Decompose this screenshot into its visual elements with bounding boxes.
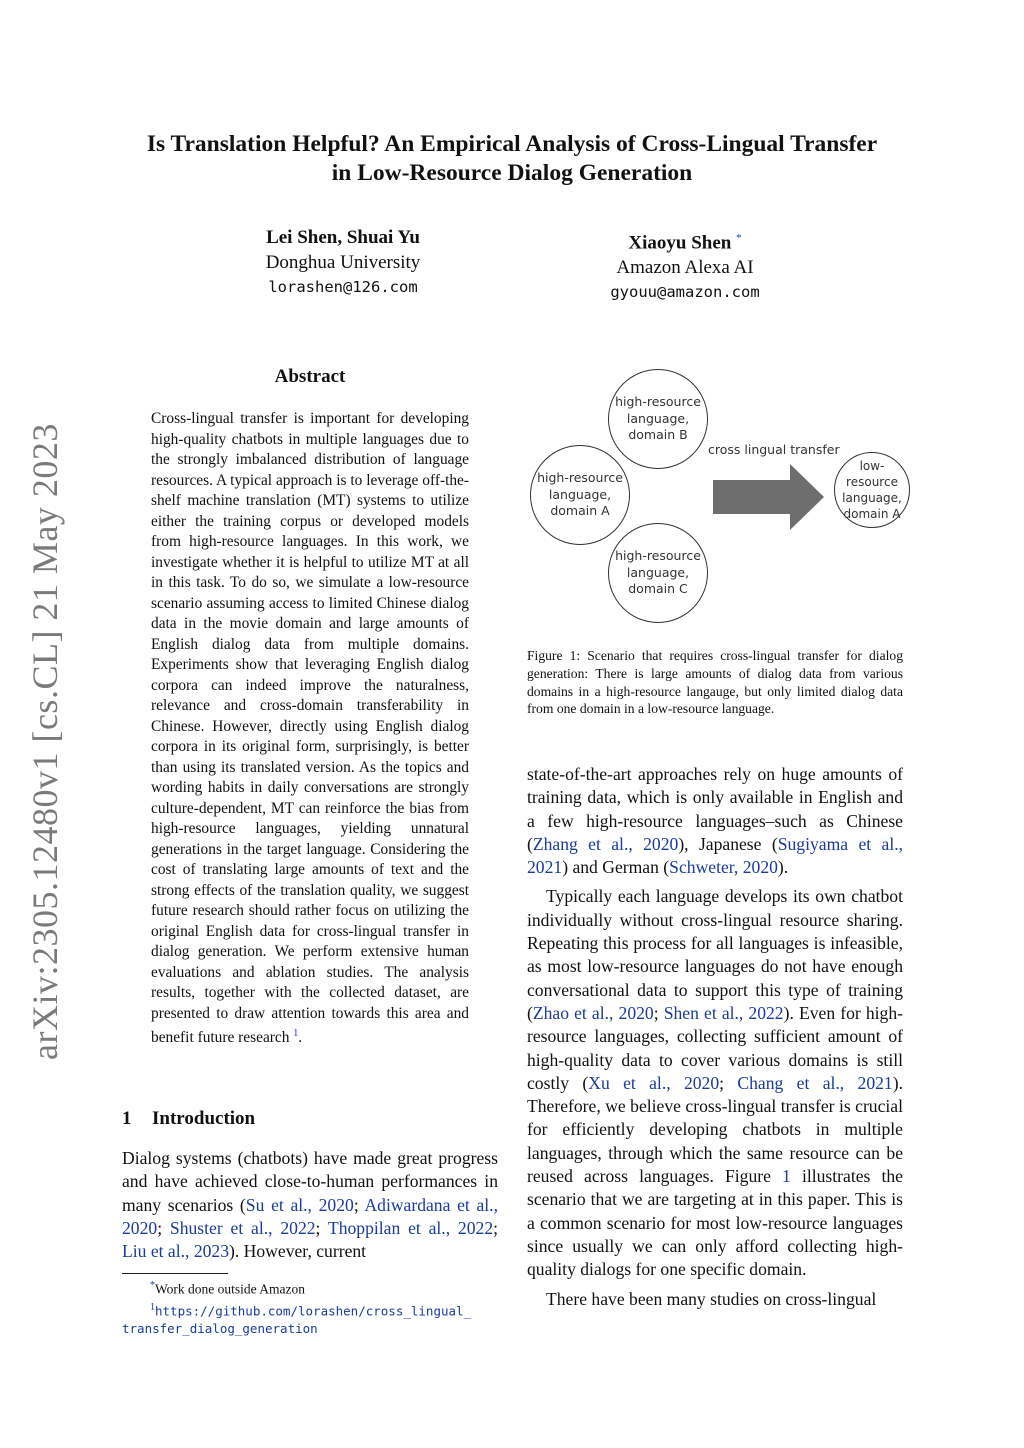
node-label: low-resource language, domain A	[842, 459, 902, 521]
text-run: ). Therefore, we believe cross-lingual transfer is crucial for efficiently developing chatbots in multiple languages, through which the same resource can be reused across languages. Figure	[527, 1072, 903, 1187]
author-affiliation: Donghua University	[265, 251, 421, 273]
footnote-star	[122, 1277, 502, 1299]
figure-1	[520, 360, 920, 640]
text-run: ). Even for high-resource languages, collecting sufficient amount of high-quality data to cover various domains is still costly (	[527, 1002, 903, 1093]
transfer-arrow-icon	[713, 464, 824, 530]
citation-link[interactable]: Liu et al., 2023	[122, 1241, 230, 1262]
footnote-link[interactable]: 1	[293, 1028, 299, 1039]
section-title: Introduction	[152, 1108, 256, 1129]
footnote-url[interactable]: https://github.com/lorashen/cross_lingual_	[155, 1303, 472, 1318]
footnote-mark: 1	[150, 1301, 155, 1313]
paragraph	[527, 1288, 903, 1311]
author-block-1	[230, 226, 456, 300]
text-run: ;	[719, 1072, 738, 1093]
author-name: Lei Shen, Shuai Yu	[266, 227, 420, 248]
arxiv-sidebar-stamp: arXiv:2305.12480v1 [cs.CL] 21 May 2023	[25, 423, 65, 1060]
node-high-resource-a	[530, 445, 630, 545]
text-run: ). However, current	[229, 1241, 367, 1262]
node-label: high-resource language, domain B	[615, 394, 701, 443]
figure-ref-link[interactable]: 1	[782, 1166, 791, 1187]
footnotes	[122, 1277, 502, 1338]
node-low-resource-a	[834, 452, 910, 528]
citation-link[interactable]: Shuster et al., 2022	[169, 1217, 316, 1238]
paragraph	[122, 1147, 498, 1263]
paper-title-line1: Is Translation Helpful? An Empirical Analysis of Cross-Lingual Transfer	[146, 131, 878, 157]
footnote-1	[122, 1299, 502, 1321]
citation-link[interactable]: Adiwardana et al., 2020	[122, 1194, 498, 1238]
text-run: ) and German (	[562, 857, 670, 878]
section-number: 1	[122, 1108, 132, 1129]
section-heading	[122, 1108, 255, 1130]
citation-link[interactable]: Chang et al., 2021	[737, 1072, 893, 1093]
text-run: ;	[353, 1194, 365, 1215]
figure-caption: Figure 1: Scenario that requires cross-lingual transfer for dialog generation: There is large amounts of dialog data from various domains in a high-resource langauge, but only limited dialog data from one domain in a low-resource language.	[527, 648, 903, 717]
paper-title-line2: in Low-Resource Dialog Generation	[331, 160, 693, 186]
footnote-mark: *	[150, 1280, 155, 1291]
abstract-end: .	[298, 1029, 303, 1047]
footnote-1-cont	[122, 1320, 502, 1338]
author-name: Xiaoyu Shen	[628, 232, 732, 254]
citation-link[interactable]: Shen et al., 2022	[663, 1002, 784, 1023]
footnote-text: Work done outside Amazon	[155, 1281, 306, 1297]
text-run: Typically each language develops its own chatbot individually without cross-lingual resource sharing. Repeating this process for all languages is infeasible, as most low-resource languages do not have enough conversational data to support this type of training (	[527, 886, 903, 1023]
citation-link[interactable]: Zhao et al., 2020	[532, 1002, 654, 1023]
text-run: ;	[157, 1217, 170, 1238]
citation-link[interactable]: Su et al., 2020	[245, 1194, 354, 1215]
text-run: ;	[653, 1002, 664, 1023]
paper-title	[100, 130, 924, 188]
abstract-body	[151, 409, 469, 1049]
author-affiliation: Amazon Alexa AI	[616, 256, 754, 278]
text-run: ;	[315, 1217, 328, 1238]
text-run: illustrates the scenario that we are targeting at in this paper. This is a common scenario for most low-resource languages since usually we can only afford collecting high-quality dialogs for one specific domain.	[527, 1166, 903, 1280]
citation-link[interactable]: Zhang et al., 2020	[532, 833, 679, 854]
footnote-mark[interactable]: *	[736, 232, 742, 244]
text-run: ).	[777, 857, 789, 878]
citation-link[interactable]: Xu et al., 2020	[588, 1072, 720, 1093]
footnote-url-cont[interactable]: transfer_dialog_generation	[122, 1321, 318, 1336]
author-block-2	[575, 226, 795, 305]
text-run: ), Japanese (	[678, 833, 778, 854]
footnote-rule	[122, 1273, 228, 1274]
node-label: high-resource language, domain A	[537, 470, 623, 519]
arrow-label: cross lingual transfer	[708, 442, 840, 457]
text-run: There have been many studies on cross-lingual	[546, 1288, 877, 1309]
paragraph	[527, 885, 903, 1281]
abstract-text: Cross-lingual transfer is important for developing high-quality chatbots in multiple languages due to the strongly imbalanced distribution of language resources. A typical approach is to leverage off-the-shelf machine translation (MT) systems to utilize either the training corpus or developed models from high-resource languages. In this work, we investigate whether it is helpful to utilize MT at all in this task. To do so, we simulate a low-resource scenario assuming access to limited Chinese dialog data in the movie domain and large amounts of English dialog data from multiple domains. Experiments show that leveraging English dialog corpora can indeed improve the naturalness, relevance and cross-domain transferability in Chinese. However, directly using English dialog corpora in its original form, surprisingly, is better than using its translated version. As the topics and wording habits in daily conversations are strongly culture-dependent, MT can reinforce the bias from high-resource languages, yielding unnatural generations in the target language. Considering the cost of translating large amounts of text and the strong effects of the translation quality, we suggest future research should rather focus on utilizing the original English data for cross-lingual transfer in dialog generation. We perform extensive human evaluations and ablation studies. The analysis results, together with the collected dataset, are presented to draw attention towards this area and benefit future research	[151, 410, 469, 1047]
node-high-resource-c	[608, 523, 708, 623]
citation-link[interactable]: Sugiyama et al., 2021	[527, 833, 904, 878]
citation-link[interactable]: Thoppilan et al., 2022	[327, 1217, 494, 1238]
author-email[interactable]: lorashen@126.com	[268, 278, 418, 296]
text-run: ;	[493, 1217, 499, 1238]
intro-column	[122, 1147, 498, 1269]
abstract-heading: Abstract	[274, 366, 346, 387]
author-email[interactable]: gyouu@amazon.com	[610, 283, 760, 302]
text-run: Dialog systems (chatbots) have made great progress and have achieved close-to-human performances in many scenarios (	[122, 1148, 498, 1215]
citation-link[interactable]: Schweter, 2020	[669, 857, 778, 878]
paragraph	[527, 763, 903, 879]
node-label: high-resource language, domain C	[615, 548, 701, 597]
right-column	[527, 763, 903, 1317]
node-high-resource-b	[608, 369, 708, 469]
text-run: state-of-the-art approaches rely on huge amounts of training data, which is only available in English and a few high-resource languages–such as Chinese (	[527, 764, 903, 854]
